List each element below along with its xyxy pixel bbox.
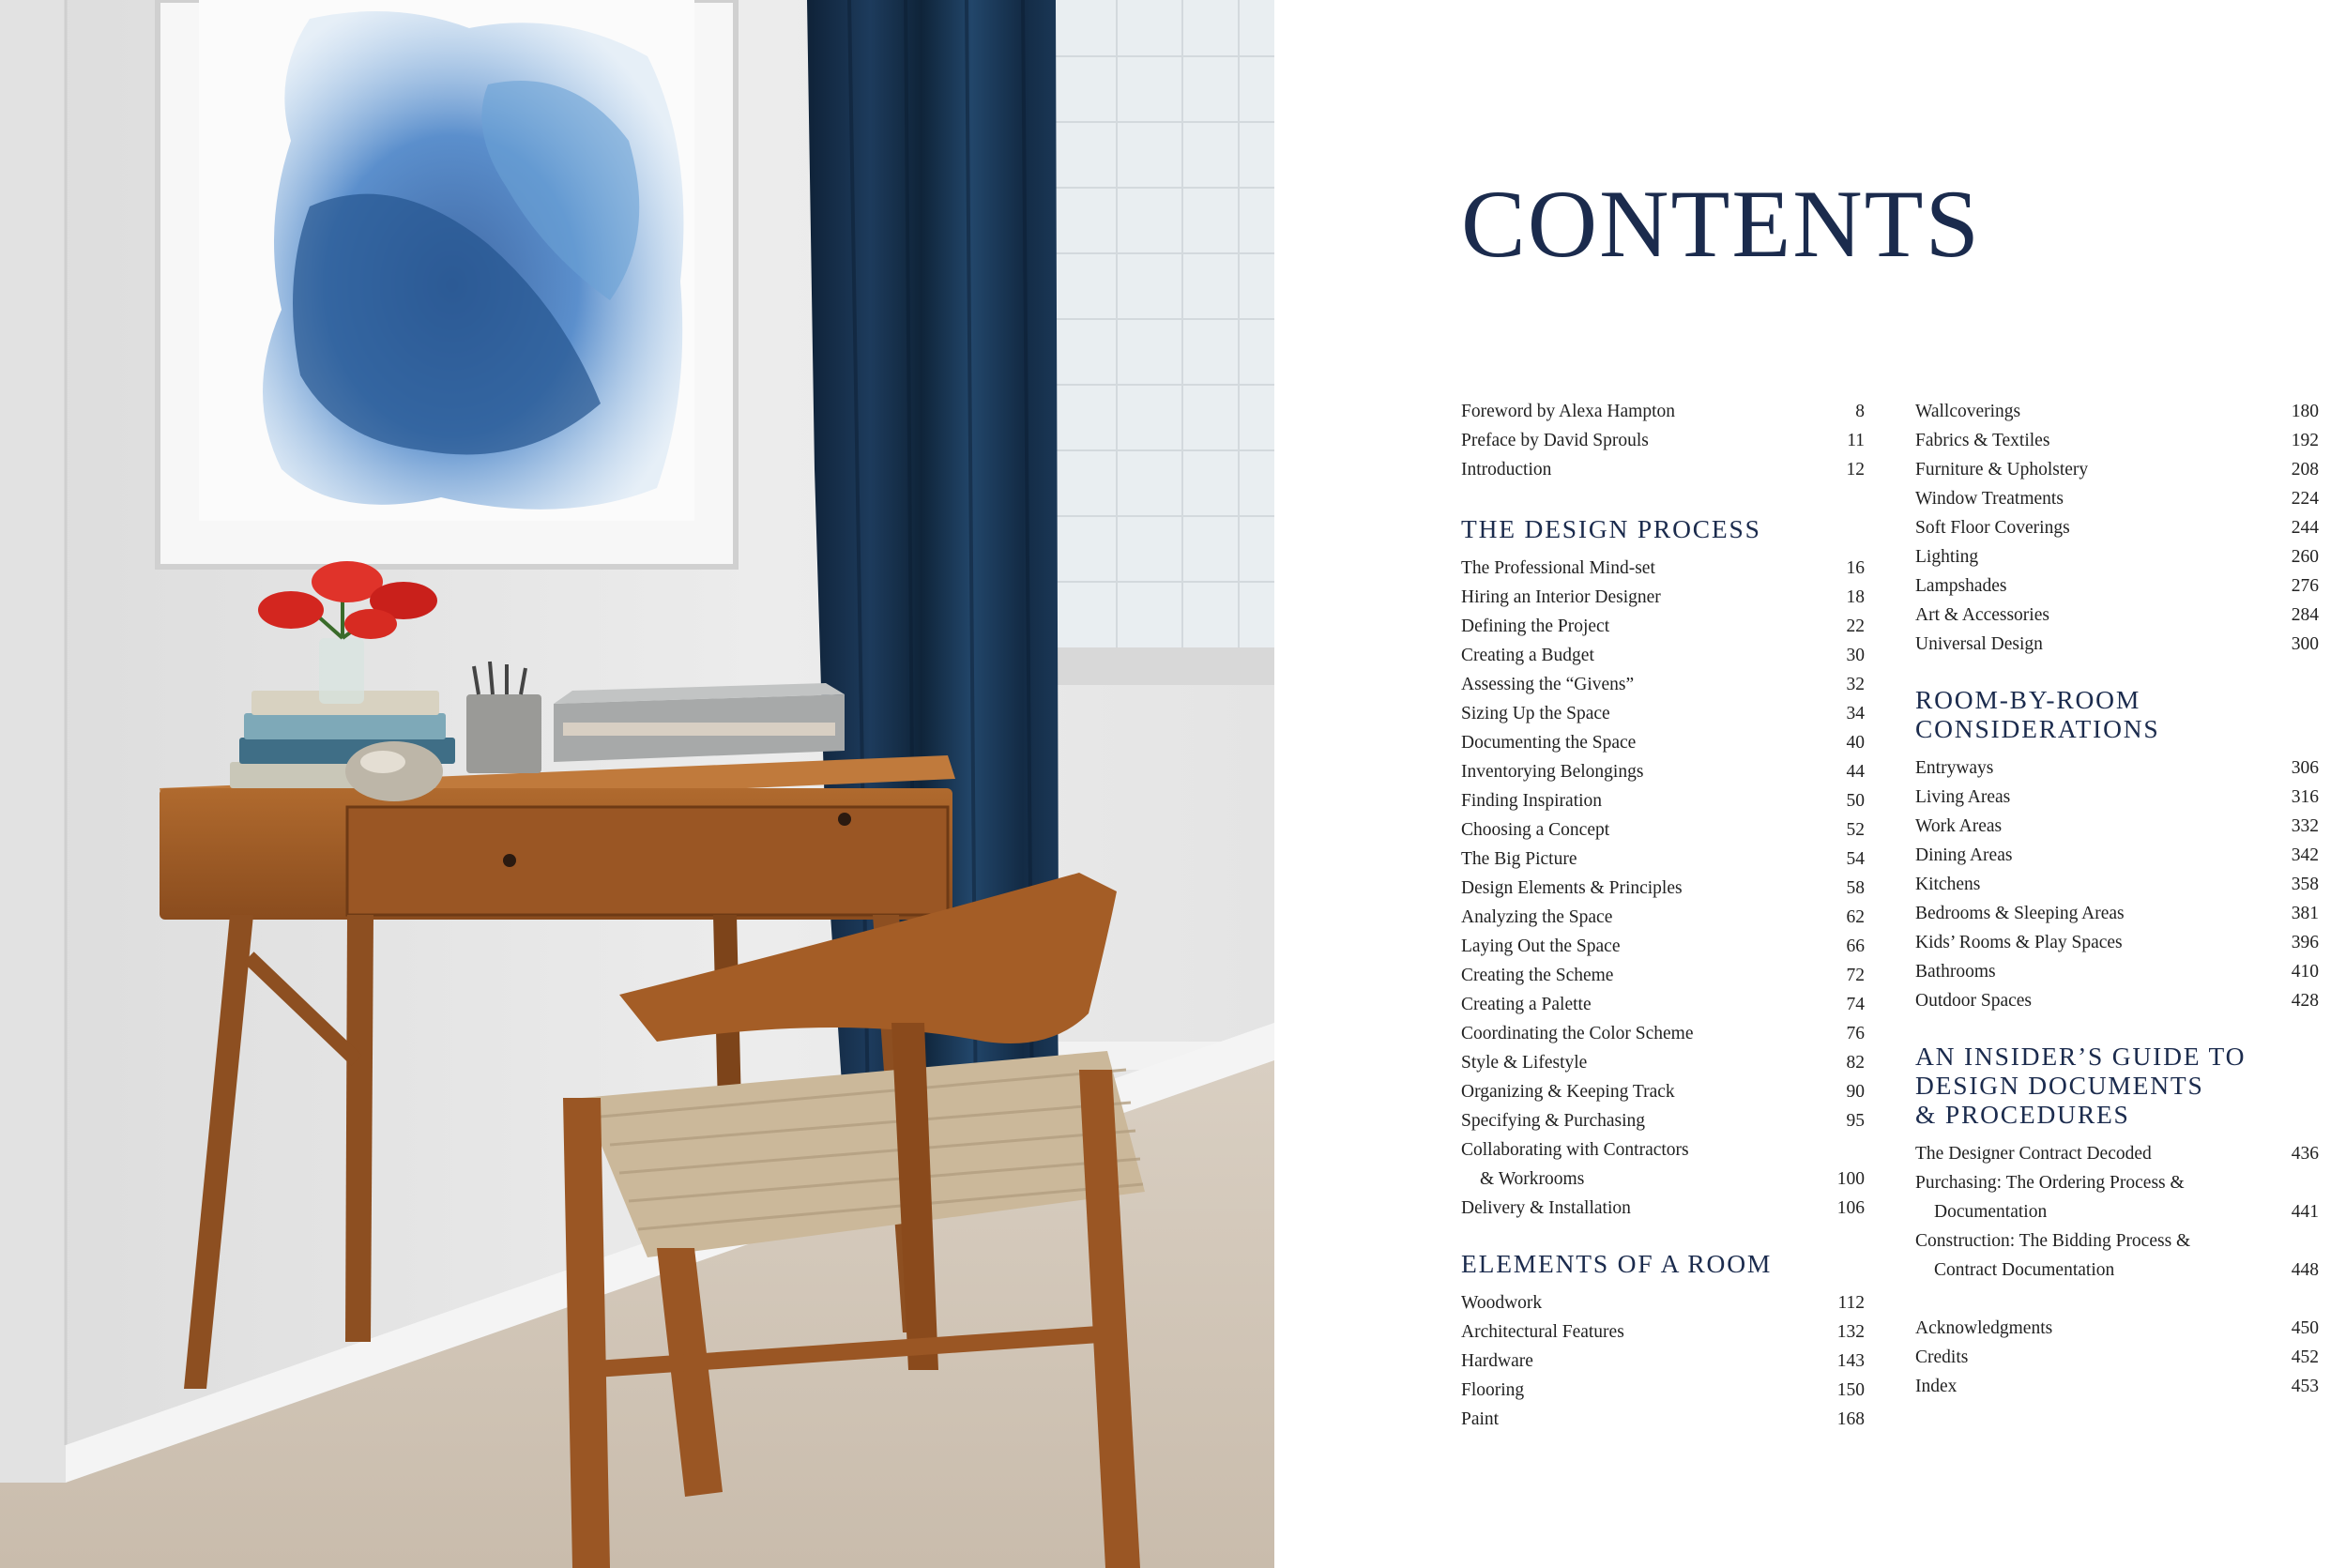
section-heading-elements: ELEMENTS OF A ROOM xyxy=(1461,1249,1773,1278)
toc-entry xyxy=(1915,812,2319,841)
elements-continued-list xyxy=(1915,397,2319,659)
toc-entry xyxy=(1461,961,1865,990)
toc-entry-title: Defining the Project xyxy=(1461,617,1610,636)
toc-entry-page: 452 xyxy=(2291,1347,2319,1367)
toc-entry xyxy=(1461,1347,1865,1376)
toc-entry xyxy=(1461,670,1865,699)
toc-entry-title: Hardware xyxy=(1461,1351,1533,1371)
toc-entry xyxy=(1915,1256,2319,1285)
toc-entry-page: 112 xyxy=(1837,1293,1865,1313)
toc-entry-title: Window Treatments xyxy=(1915,489,2064,509)
toc-entry-page: 316 xyxy=(2291,787,2319,807)
toc-entry xyxy=(1461,1019,1865,1048)
toc-entry-title: Delivery & Installation xyxy=(1461,1198,1631,1218)
section-heading-insider-3: & PROCEDURES xyxy=(1915,1100,2130,1129)
toc-entry-title: Entryways xyxy=(1915,758,1994,778)
insider-list xyxy=(1915,1139,2319,1285)
toc-entry xyxy=(1461,1288,1865,1317)
toc-entry xyxy=(1461,699,1865,728)
toc-entry xyxy=(1461,874,1865,903)
toc-entry-page: 106 xyxy=(1836,1198,1865,1218)
toc-entry-title: Laying Out the Space xyxy=(1461,936,1621,956)
toc-entry-title: Assessing the “Givens” xyxy=(1461,675,1635,694)
toc-entry-title: Construction: The Bidding Process & xyxy=(1915,1231,2191,1251)
toc-entry-page: 180 xyxy=(2291,402,2319,421)
toc-entry-page: 224 xyxy=(2291,489,2319,509)
toc-entry xyxy=(1461,641,1865,670)
toc-entry xyxy=(1461,397,1865,426)
toc-entry-page: 332 xyxy=(2291,816,2319,836)
toc-entry xyxy=(1461,612,1865,641)
toc-entry xyxy=(1461,757,1865,786)
toc-entry-title: Fabrics & Textiles xyxy=(1915,431,2050,450)
toc-entry-title: Wallcoverings xyxy=(1915,402,2021,421)
toc-entry-title: Lampshades xyxy=(1915,576,2007,596)
contents-column-left xyxy=(1461,397,1865,1434)
toc-entry xyxy=(1461,554,1865,583)
toc-entry-page: 11 xyxy=(1847,431,1865,450)
toc-entry xyxy=(1461,583,1865,612)
toc-entry-title: Living Areas xyxy=(1915,787,2011,807)
toc-entry-title: Hiring an Interior Designer xyxy=(1461,587,1661,607)
toc-entry-page: 74 xyxy=(1846,995,1865,1014)
toc-entry-title: Acknowledgments xyxy=(1915,1318,2053,1338)
toc-entry-page: 441 xyxy=(2291,1202,2319,1222)
toc-entry xyxy=(1461,728,1865,757)
toc-entry-page: 44 xyxy=(1846,762,1865,782)
toc-entry-page: 450 xyxy=(2291,1318,2319,1338)
toc-entry-page: 260 xyxy=(2291,547,2319,567)
toc-entry-page: 168 xyxy=(1836,1409,1865,1429)
toc-entry-title: Lighting xyxy=(1915,547,1979,567)
section-heading-room-by-room: ROOM-BY-ROOM xyxy=(1915,685,2141,714)
toc-entry xyxy=(1461,1194,1865,1223)
toc-entry-title: Organizing & Keeping Track xyxy=(1461,1082,1675,1102)
toc-entry-title: Sizing Up the Space xyxy=(1461,704,1610,723)
section-heading-room-by-room-2: CONSIDERATIONS xyxy=(1915,714,2160,743)
toc-entry-title: Choosing a Concept xyxy=(1461,820,1610,840)
toc-entry-page: 300 xyxy=(2291,634,2319,654)
toc-entry-title: Woodwork xyxy=(1461,1293,1543,1313)
toc-entry-title: Documenting the Space xyxy=(1461,733,1637,753)
toc-entry xyxy=(1461,426,1865,455)
toc-entry xyxy=(1461,1405,1865,1434)
toc-entry xyxy=(1461,1376,1865,1405)
toc-entry-title: Purchasing: The Ordering Process & xyxy=(1915,1173,2185,1193)
toc-entry-page: 34 xyxy=(1846,704,1865,723)
room-by-room-list xyxy=(1915,754,2319,1015)
toc-entry-page: 22 xyxy=(1846,617,1865,636)
toc-entry xyxy=(1915,957,2319,986)
toc-entry-title: Work Areas xyxy=(1915,816,2003,836)
toc-entry-title: Dining Areas xyxy=(1915,845,2013,865)
toc-entry xyxy=(1915,899,2319,928)
toc-entry-title: Bathrooms xyxy=(1915,962,1996,982)
toc-entry-page: 358 xyxy=(2291,875,2319,894)
toc-entry xyxy=(1915,601,2319,630)
toc-entry-page: 12 xyxy=(1846,460,1865,480)
section-heading-insider: AN INSIDER’S GUIDE TO xyxy=(1915,1042,2247,1071)
toc-entry-title: The Big Picture xyxy=(1461,849,1577,869)
toc-entry xyxy=(1915,1226,2319,1256)
toc-entry-title: The Professional Mind-set xyxy=(1461,558,1655,578)
toc-entry xyxy=(1915,1372,2319,1401)
toc-entry xyxy=(1461,1317,1865,1347)
toc-entry-page: 192 xyxy=(2291,431,2319,450)
toc-entry-page: 150 xyxy=(1836,1380,1865,1400)
toc-entry xyxy=(1915,513,2319,542)
toc-entry-title: Style & Lifestyle xyxy=(1461,1053,1588,1073)
toc-entry-title: Outdoor Spaces xyxy=(1915,991,2033,1011)
toc-entry xyxy=(1915,484,2319,513)
toc-entry-page: 62 xyxy=(1846,907,1865,927)
toc-entry-page: 244 xyxy=(2291,518,2319,538)
toc-entry-page: 16 xyxy=(1846,558,1865,578)
back-matter-list xyxy=(1915,1314,2319,1401)
toc-entry xyxy=(1915,841,2319,870)
toc-entry xyxy=(1915,1197,2319,1226)
toc-entry xyxy=(1915,1314,2319,1343)
toc-entry xyxy=(1915,426,2319,455)
toc-entry-page: 58 xyxy=(1846,878,1865,898)
toc-entry-title: Universal Design xyxy=(1915,634,2043,654)
toc-entry-page: 428 xyxy=(2291,991,2319,1011)
toc-entry xyxy=(1915,783,2319,812)
toc-entry-page: 8 xyxy=(1855,402,1865,421)
toc-entry-title: The Designer Contract Decoded xyxy=(1915,1144,2152,1164)
toc-entry-page: 448 xyxy=(2291,1260,2319,1280)
toc-entry-page: 54 xyxy=(1846,849,1865,869)
toc-entry-page: 90 xyxy=(1846,1082,1865,1102)
toc-entry xyxy=(1461,1165,1865,1194)
toc-entry-page: 284 xyxy=(2291,605,2319,625)
toc-entry-page: 453 xyxy=(2291,1377,2319,1396)
toc-entry-title: & Workrooms xyxy=(1480,1169,1585,1189)
toc-entry xyxy=(1915,1343,2319,1372)
section-heading-insider-2: DESIGN DOCUMENTS xyxy=(1915,1071,2204,1100)
toc-entry-title: Art & Accessories xyxy=(1915,605,2049,625)
toc-entry-title: Finding Inspiration xyxy=(1461,791,1603,811)
toc-entry xyxy=(1915,870,2319,899)
toc-entry-page: 30 xyxy=(1846,646,1865,665)
toc-entry-page: 143 xyxy=(1836,1351,1865,1371)
toc-entry xyxy=(1915,754,2319,783)
toc-entry-title: Foreword by Alexa Hampton xyxy=(1461,402,1676,421)
toc-entry-title: Architectural Features xyxy=(1461,1322,1624,1342)
toc-entry-title: Introduction xyxy=(1461,460,1552,480)
toc-entry-page: 66 xyxy=(1846,936,1865,956)
toc-entry-page: 52 xyxy=(1846,820,1865,840)
toc-entry-page: 82 xyxy=(1846,1053,1865,1073)
toc-entry xyxy=(1915,630,2319,659)
toc-entry-page: 72 xyxy=(1846,966,1865,985)
toc-entry xyxy=(1461,990,1865,1019)
toc-entry xyxy=(1915,397,2319,426)
toc-entry xyxy=(1915,1139,2319,1168)
toc-entry-title: Analyzing the Space xyxy=(1461,907,1613,927)
toc-entry xyxy=(1915,1168,2319,1197)
toc-entry-title: Credits xyxy=(1915,1347,1969,1367)
toc-entry-title: Coordinating the Color Scheme xyxy=(1461,1024,1694,1043)
toc-entry xyxy=(1461,815,1865,845)
toc-entry-page: 306 xyxy=(2291,758,2319,778)
toc-entry xyxy=(1461,1135,1865,1165)
toc-entry xyxy=(1461,455,1865,484)
section-heading-design-process: THE DESIGN PROCESS xyxy=(1461,514,1761,543)
toc-entry xyxy=(1915,542,2319,571)
toc-entry-title: Soft Floor Coverings xyxy=(1915,518,2070,538)
toc-entry xyxy=(1461,1048,1865,1077)
toc-entry-page: 32 xyxy=(1846,675,1865,694)
elements-list xyxy=(1461,1288,1865,1434)
toc-entry-title: Creating the Scheme xyxy=(1461,966,1614,985)
toc-entry-title: Design Elements & Principles xyxy=(1461,878,1683,898)
toc-entry xyxy=(1461,786,1865,815)
toc-entry-page: 208 xyxy=(2291,460,2319,480)
toc-entry-page: 76 xyxy=(1846,1024,1865,1043)
toc-entry-title: Paint xyxy=(1461,1409,1500,1429)
toc-entry-page: 396 xyxy=(2291,933,2319,952)
toc-entry-page: 40 xyxy=(1846,733,1865,753)
toc-entry-title: Bedrooms & Sleeping Areas xyxy=(1915,904,2125,923)
toc-entry-page: 100 xyxy=(1836,1169,1865,1189)
toc-entry-title: Collaborating with Contractors xyxy=(1461,1140,1689,1160)
toc-entry-page: 342 xyxy=(2291,845,2319,865)
toc-entry xyxy=(1461,932,1865,961)
toc-entry-page: 276 xyxy=(2291,576,2319,596)
toc-entry-page: 18 xyxy=(1846,587,1865,607)
toc-entry-title: Index xyxy=(1915,1377,1958,1396)
toc-entry xyxy=(1461,1106,1865,1135)
toc-entry-title: Flooring xyxy=(1461,1380,1525,1400)
toc-entry-page: 132 xyxy=(1836,1322,1865,1342)
toc-entry-title: Furniture & Upholstery xyxy=(1915,460,2089,480)
toc-entry xyxy=(1461,845,1865,874)
toc-entry-title: Creating a Palette xyxy=(1461,995,1592,1014)
toc-entry-page: 410 xyxy=(2291,962,2319,982)
toc-entry-title: Kitchens xyxy=(1915,875,1981,894)
toc-entry-page: 436 xyxy=(2291,1144,2319,1164)
toc-entry xyxy=(1461,1077,1865,1106)
toc-entry xyxy=(1915,986,2319,1015)
toc-entry xyxy=(1461,903,1865,932)
toc-entry-title: Preface by David Sprouls xyxy=(1461,431,1649,450)
toc-entry xyxy=(1915,455,2319,484)
page-title: CONTENTS xyxy=(1461,171,1981,278)
toc-entry-title: Contract Documentation xyxy=(1934,1260,2115,1280)
toc-entry-page: 50 xyxy=(1846,791,1865,811)
toc-entry-title: Specifying & Purchasing xyxy=(1461,1111,1646,1131)
contents-column-right xyxy=(1915,397,2319,1401)
design-process-list xyxy=(1461,554,1865,1223)
toc-entry-title: Documentation xyxy=(1934,1202,2048,1222)
toc-entry-page: 381 xyxy=(2291,904,2319,923)
toc-entry-title: Kids’ Rooms & Play Spaces xyxy=(1915,933,2123,952)
toc-entry-title: Creating a Budget xyxy=(1461,646,1594,665)
toc-entry-page: 95 xyxy=(1846,1111,1865,1131)
toc-entry-title: Inventorying Belongings xyxy=(1461,762,1644,782)
toc-entry xyxy=(1915,571,2319,601)
toc-entry xyxy=(1915,928,2319,957)
